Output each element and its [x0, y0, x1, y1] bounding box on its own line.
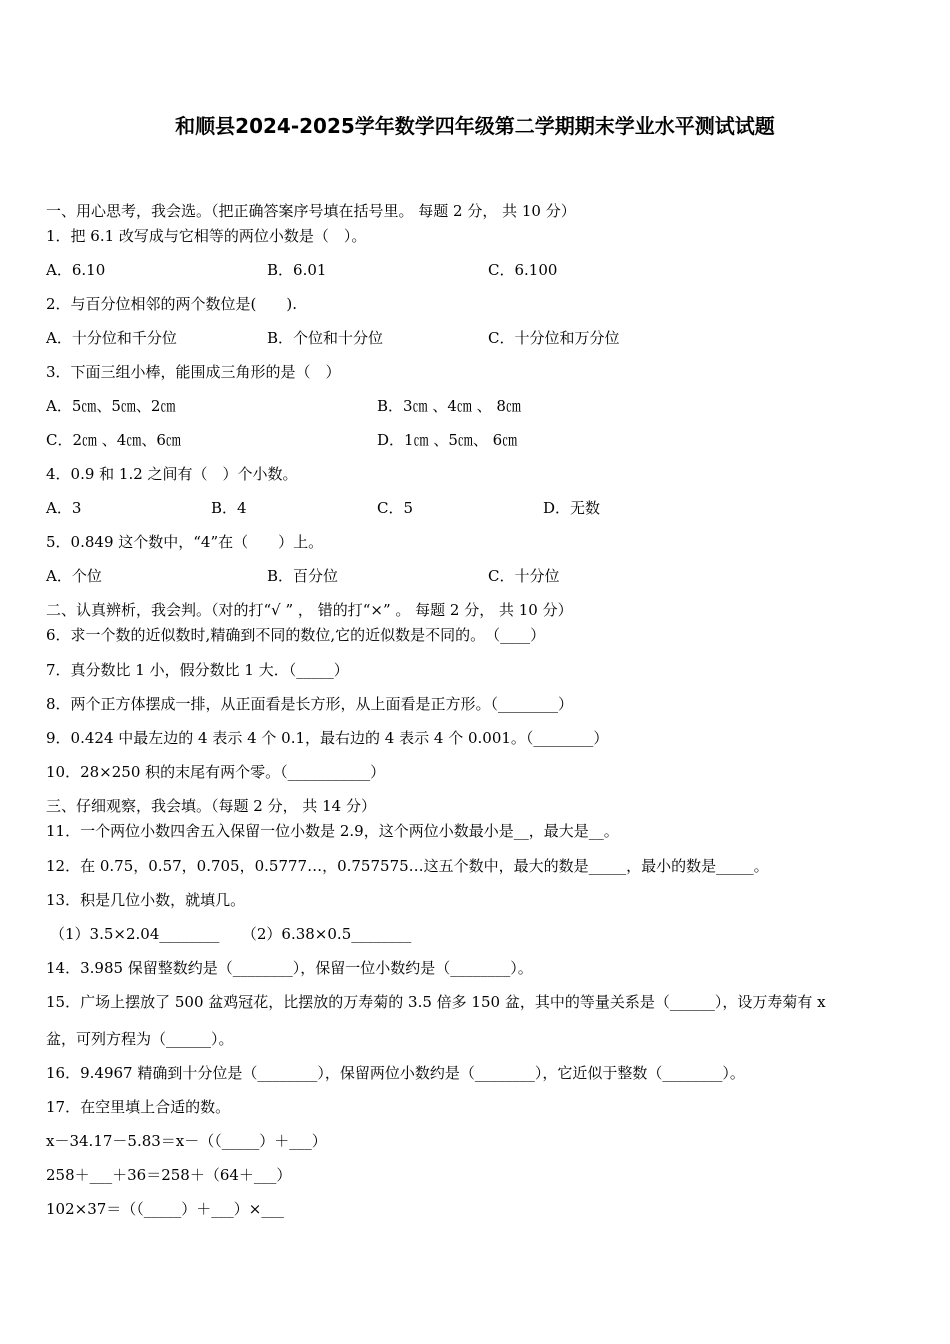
question-11: 11．一个两位小数四舍五入保留一位小数是 2.9，这个两位小数最小是__，最大是__。 — [46, 822, 619, 840]
section-3-heading: 三、仔细观察，我会填。（每题 2 分， 共 14 分） — [46, 797, 376, 815]
q2-option-b: B．个位和十分位 — [267, 329, 384, 347]
question-1: 1．把 6.1 改写成与它相等的两位小数是（ ）。 — [46, 227, 367, 245]
q4-option-a: A．3 — [46, 499, 82, 517]
q17-equation-1: x－34.17－5.83＝x－（（_____）＋___） — [46, 1132, 327, 1150]
q17-equation-3: 102×37＝（（_____）＋___）×___ — [46, 1200, 284, 1218]
q4-option-b: B．4 — [211, 499, 247, 517]
question-13: 13．积是几位小数，就填几。 — [46, 891, 246, 909]
question-4: 4．0.9 和 1.2 之间有（ ）个小数。 — [46, 465, 298, 483]
q5-option-b: B．百分位 — [267, 567, 339, 585]
q2-option-a: A．十分位和千分位 — [46, 329, 177, 347]
question-2: 2．与百分位相邻的两个数位是( ). — [46, 295, 298, 313]
question-16: 16．9.4967 精确到十分位是（________），保留两位小数约是（________），它近似于整数（________）。 — [46, 1064, 745, 1082]
q5-option-a: A．个位 — [46, 567, 102, 585]
q3-option-d: D．1㎝ 、5㎝、 6㎝ — [377, 431, 518, 449]
page-title: 和顺县2024-2025学年数学四年级第二学期期末学业水平测试试题 — [175, 114, 775, 138]
q1-option-b: B．6.01 — [267, 261, 327, 279]
question-8: 8．两个正方体摆成一排，从正面看是长方形，从上面看是正方形。（________） — [46, 695, 574, 713]
q3-option-b: B．3㎝ 、4㎝ 、 8㎝ — [377, 397, 521, 415]
q5-option-c: C．十分位 — [488, 567, 560, 585]
q4-option-c: C．5 — [377, 499, 414, 517]
question-5: 5．0.849 这个数中，“4”在（ ）上。 — [46, 533, 324, 551]
section-2-heading: 二、认真辨析，我会判。（对的打“√ ” ， 错的打“×” 。 每题 2 分， 共 10 分） — [46, 601, 573, 619]
question-13-parts: （1）3.5×2.04________ （2）6.38×0.5________ — [50, 925, 412, 943]
question-10: 10．28×250 积的末尾有两个零。（___________） — [46, 763, 386, 781]
question-14: 14．3.985 保留整数约是（________），保留一位小数约是（________）。 — [46, 959, 533, 977]
section-1-heading: 一、用心思考，我会选。（把正确答案序号填在括号里。 每题 2 分， 共 10 分） — [46, 202, 576, 220]
q1-option-a: A．6.10 — [46, 261, 106, 279]
question-6: 6．求一个数的近似数时,精确到不同的数位,它的近似数是不同的。 （____） — [46, 626, 546, 644]
q4-option-d: D．无数 — [543, 499, 601, 517]
question-7: 7．真分数比 1 小，假分数比 1 大．（_____） — [46, 661, 349, 679]
q1-option-c: C．6.100 — [488, 261, 558, 279]
q3-option-a: A．5㎝、5㎝、2㎝ — [46, 397, 176, 415]
q17-equation-2: 258＋___＋36＝258＋（64＋___） — [46, 1166, 292, 1184]
question-12: 12．在 0.75，0.57，0.705，0.5777…，0.757575…这五个数中，最大的数是_____，最小的数是_____。 — [46, 857, 769, 875]
question-17: 17．在空里填上合适的数。 — [46, 1098, 231, 1116]
q2-option-c: C．十分位和万分位 — [488, 329, 620, 347]
question-3: 3．下面三组小棒，能围成三角形的是（ ） — [46, 363, 341, 381]
question-15: 15．广场上摆放了 500 盆鸡冠花，比摆放的万寿菊的 3.5 倍多 150 盆，其中的等量关系是（______），设万寿菊有 x — [46, 993, 826, 1011]
question-15-continued: 盆，可列方程为（______）。 — [46, 1030, 234, 1048]
q3-option-c: C．2㎝ 、4㎝、6㎝ — [46, 431, 181, 449]
question-9: 9．0.424 中最左边的 4 表示 4 个 0.1，最右边的 4 表示 4 个 0.001。（________） — [46, 729, 609, 747]
